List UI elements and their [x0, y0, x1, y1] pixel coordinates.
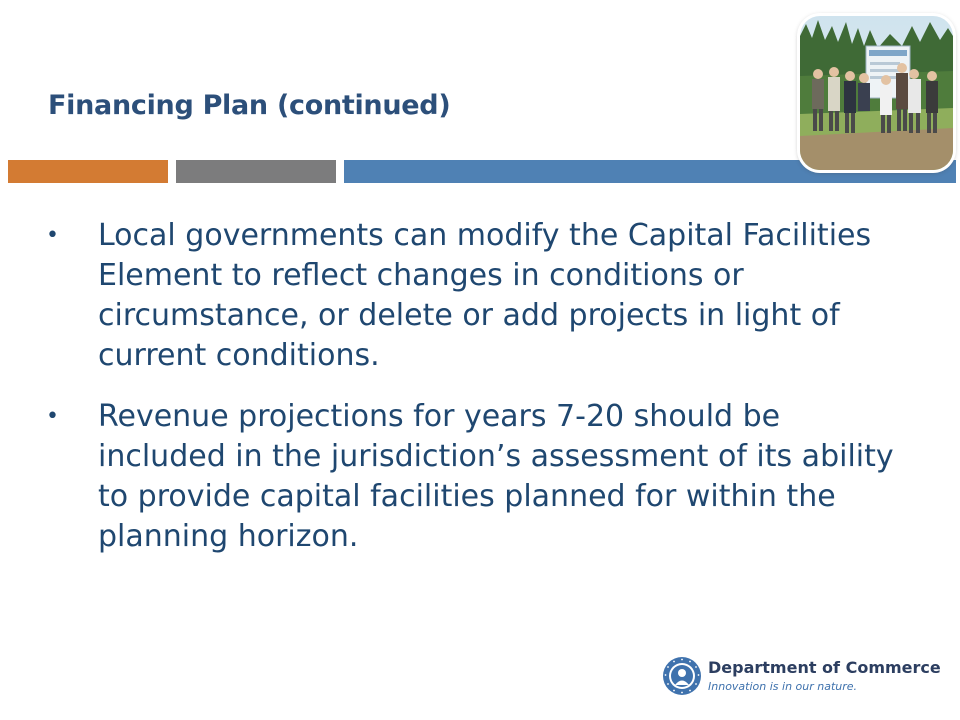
bullet-text: Local governments can modify the Capital Facilities Element to reflect changes in conditions or circumstance, or delete or add projects in light of current conditions.: [98, 218, 872, 373]
bullet-dot-icon: •: [46, 223, 59, 248]
department-tagline: Innovation is in our nature.: [708, 680, 858, 693]
bullet-item: [42, 216, 912, 376]
washington-seal-icon: [662, 656, 702, 696]
group-photo-icon: [800, 16, 953, 170]
department-name: Department of Commerce: [708, 658, 941, 677]
bullet-text: Revenue projections for years 7-20 should be included in the jurisdiction’s assessment of its ability to provide capital facilities planned for within the planning horizon.: [98, 399, 894, 554]
bullet-list: [42, 216, 912, 578]
accent-bar-gray: [176, 160, 336, 183]
bullet-dot-icon: •: [46, 404, 59, 429]
department-logo: [662, 656, 941, 696]
accent-bar-orange: [8, 160, 168, 183]
group-photo: [800, 16, 953, 170]
bullet-item: [42, 397, 912, 557]
slide-title: Financing Plan (continued): [48, 90, 451, 121]
